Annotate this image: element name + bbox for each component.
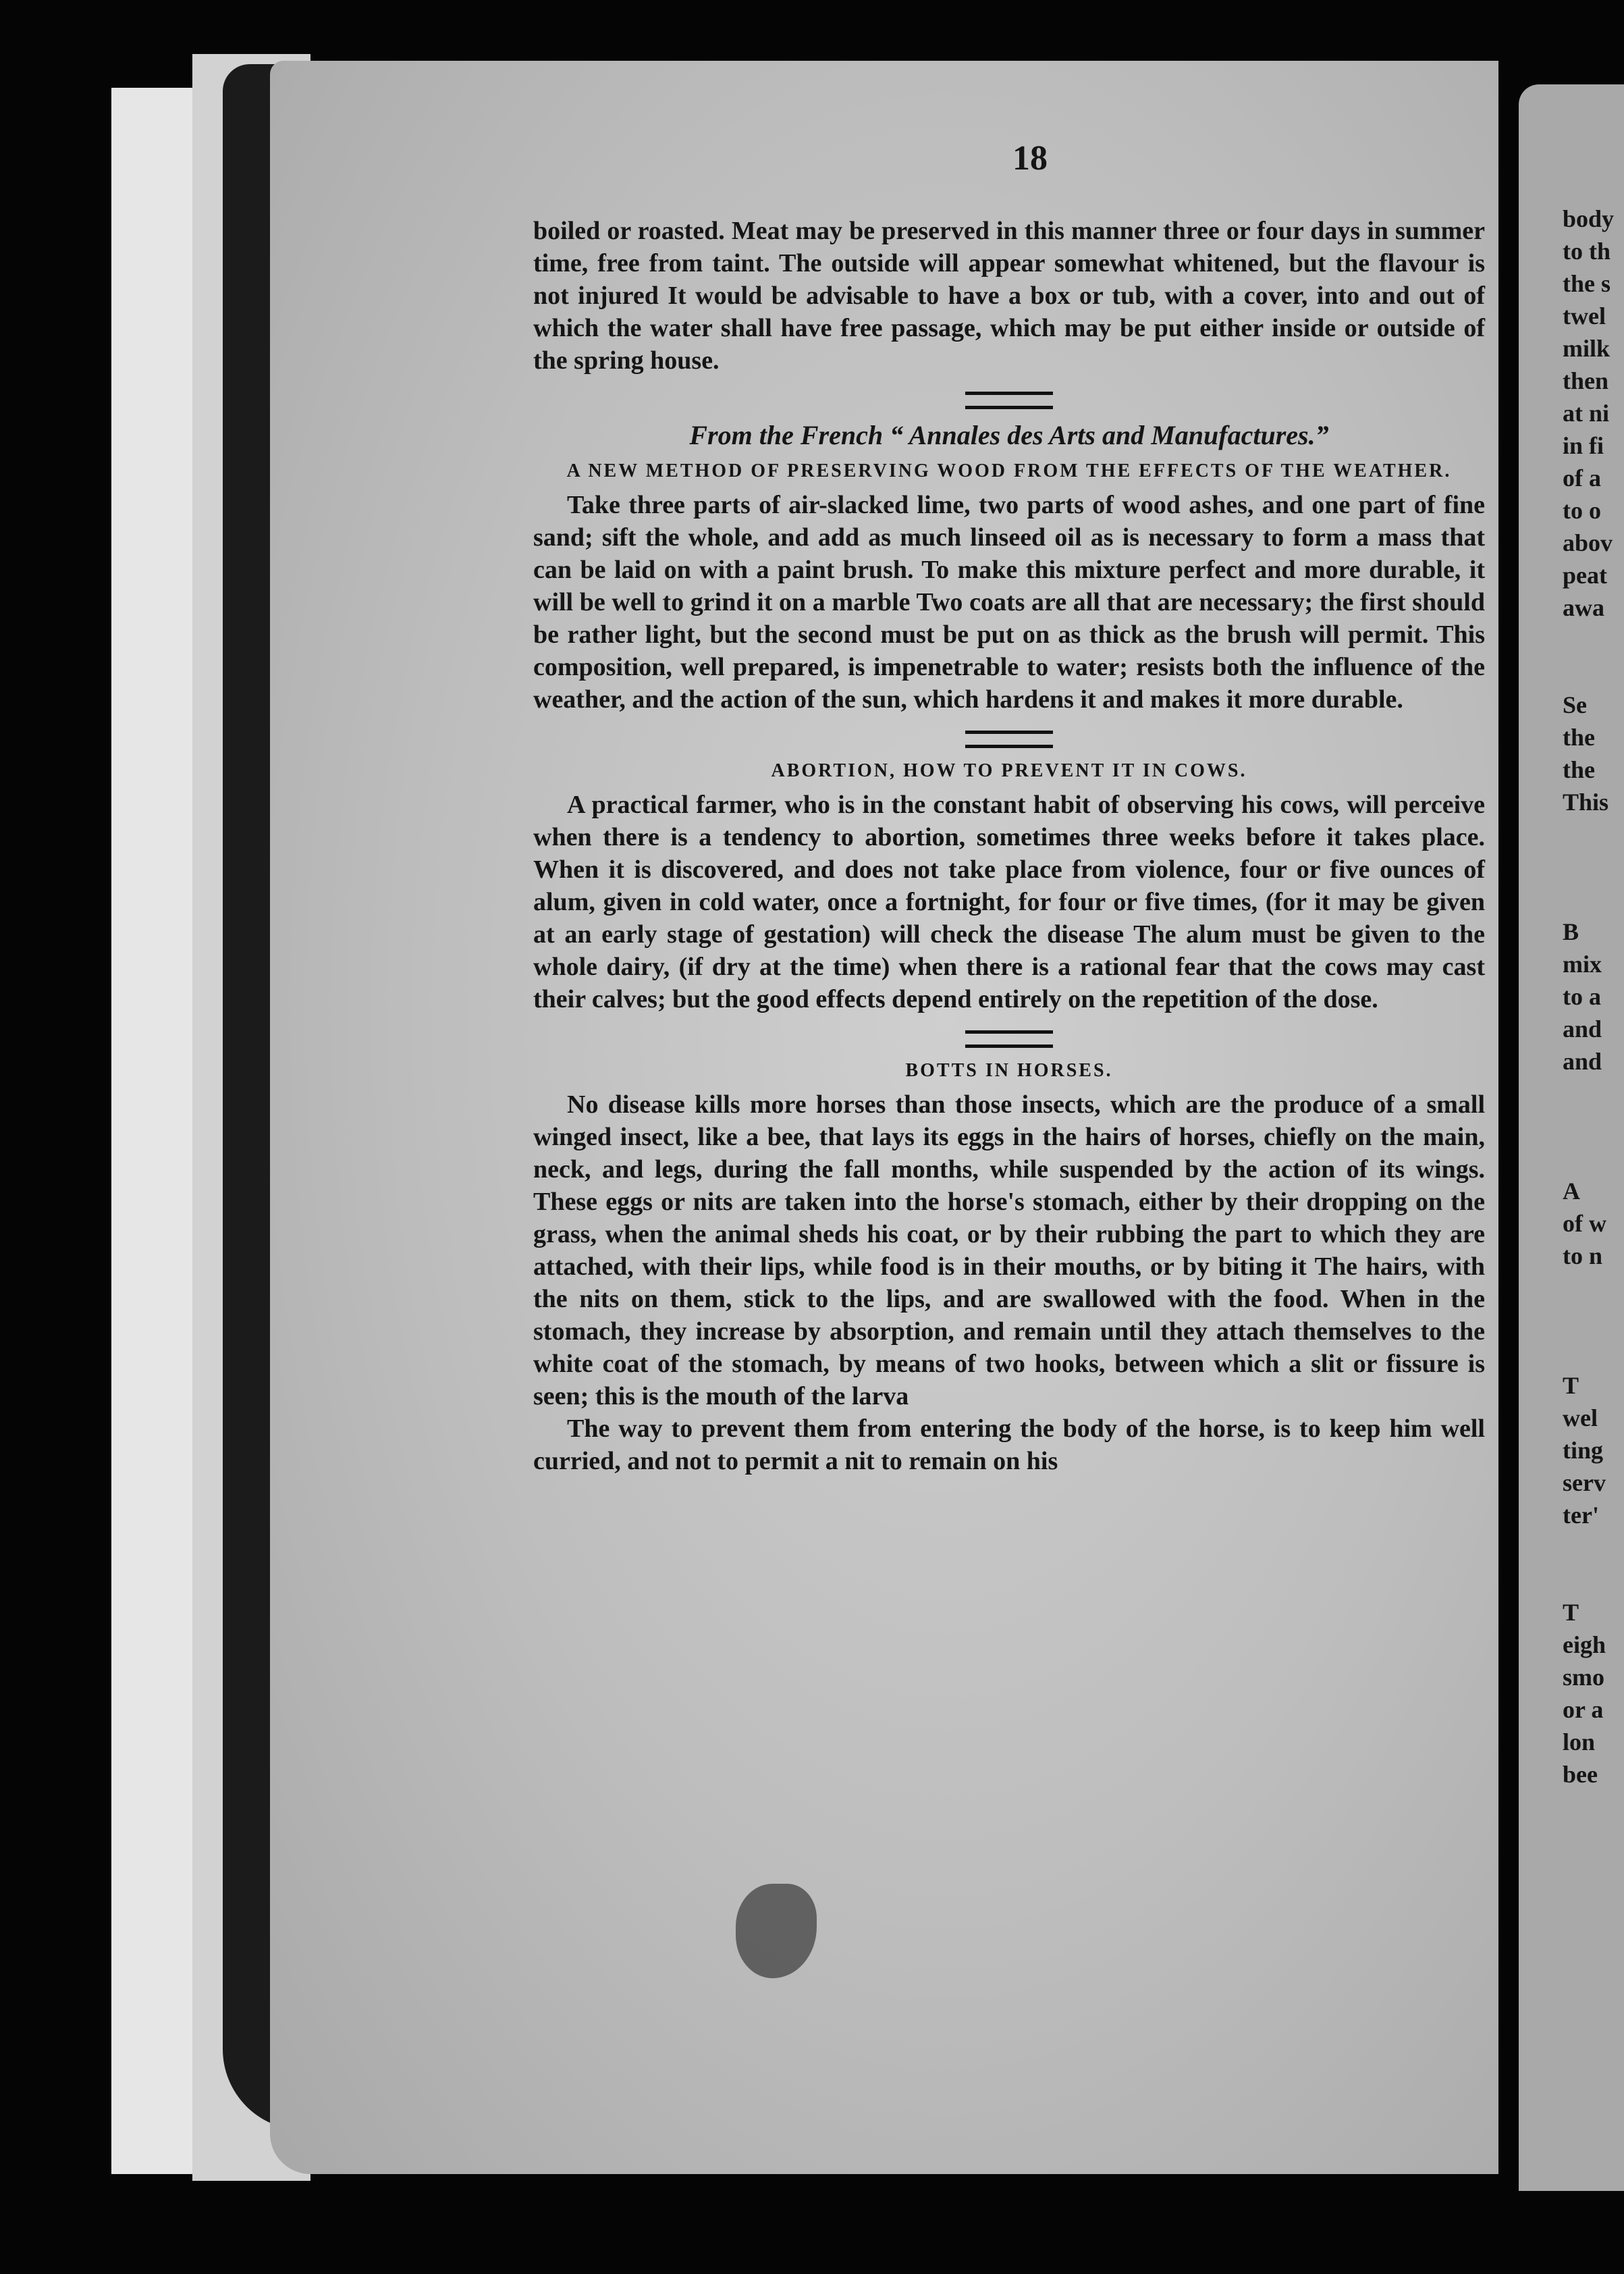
facing-page-line: awa xyxy=(1563,594,1604,621)
facing-page-line xyxy=(1563,883,1624,916)
page-text xyxy=(533,135,1485,1477)
facing-page-line: the s xyxy=(1563,270,1611,297)
intro-paragraph: boiled or roasted. Meat may be preserved in this manner three or four days in summer time, free from taint. The outside will appear somewhat whitened, but the flavour is not injured It would be advisable to have a box or tub, with a cover, into and out of which the water shall have free passage, which may be put either inside or outside of the spring house. xyxy=(533,217,1485,375)
facing-page-line: and xyxy=(1563,1015,1602,1042)
article-heading-abortion: ABORTION, HOW TO PREVENT IT IN COWS. xyxy=(771,760,1247,781)
section-divider xyxy=(965,1030,1053,1048)
facing-page-line: mix xyxy=(1563,951,1602,978)
facing-page-line xyxy=(1563,1531,1624,1564)
facing-page-line: ter' xyxy=(1563,1502,1599,1529)
facing-page-line: the xyxy=(1563,756,1595,783)
facing-page-line xyxy=(1563,1078,1624,1110)
facing-page-line xyxy=(1563,1110,1624,1142)
facing-page-line xyxy=(1563,1142,1624,1175)
facing-page-line: in fi xyxy=(1563,432,1604,459)
facing-page-line: Se xyxy=(1563,691,1587,718)
facing-page-line: of a xyxy=(1563,465,1601,492)
facing-page-line: to o xyxy=(1563,497,1601,524)
facing-page-line: body xyxy=(1563,205,1615,232)
article-heading-wood: A NEW METHOD OF PRESERVING WOOD FROM THE EFFECTS OF THE WEATHER. xyxy=(566,460,1452,481)
facing-page-line: twel xyxy=(1563,302,1606,329)
facing-page-line: and xyxy=(1563,1048,1602,1075)
article-body-botts-2: The way to prevent them from entering the body of the horse, is to keep him well curried, and not to permit a nit to remain on his xyxy=(533,1414,1485,1475)
facing-page-line: T xyxy=(1563,1372,1579,1399)
facing-page-line: eigh xyxy=(1563,1631,1606,1658)
article-source: From the French “ Annales des Arts and Manufactures.” xyxy=(689,420,1329,450)
facing-page-line: to th xyxy=(1563,238,1611,265)
facing-page-line xyxy=(1563,1272,1624,1304)
facing-page-line: abov xyxy=(1563,529,1613,556)
facing-page-line: This xyxy=(1563,789,1609,816)
page-number: 18 xyxy=(1012,139,1048,178)
facing-page-line: to n xyxy=(1563,1242,1603,1269)
facing-page-line: to a xyxy=(1563,983,1601,1010)
facing-page-line xyxy=(1563,818,1624,851)
facing-page-line xyxy=(1563,1337,1624,1369)
facing-page-line: the xyxy=(1563,724,1595,751)
facing-page-line: at ni xyxy=(1563,400,1610,427)
facing-page-line: or a xyxy=(1563,1696,1604,1723)
facing-page-line: T xyxy=(1563,1599,1579,1626)
facing-page-line: A xyxy=(1563,1178,1580,1205)
article-body-abortion: A practical farmer, who is in the constant habit of observing his cows, will perceive when there is a tendency to abortion, sometimes three weeks before it takes place. When it is discovered, and does not take place from violence, four or five ounces of alum, given in cold water, once a fortnight, for four or five times, (for it may be given at an early stage of gestation) will check the disease The alum must be given to the whole dairy, (if dry at the time) when there is a rational fear that the cows may cast their calves; but the good effects depend entirely on the repetition of the dose. xyxy=(533,791,1485,1013)
section-divider xyxy=(965,731,1053,748)
article-heading-botts: BOTTS IN HORSES. xyxy=(905,1060,1113,1081)
facing-page-line: then xyxy=(1563,367,1609,394)
facing-page-line: peat xyxy=(1563,562,1607,589)
facing-page-line xyxy=(1563,1304,1624,1337)
page-edge-left xyxy=(111,88,202,2174)
facing-page-line: serv xyxy=(1563,1469,1606,1496)
facing-page-line: smo xyxy=(1563,1664,1604,1691)
section-divider xyxy=(965,392,1053,409)
facing-page-line: bee xyxy=(1563,1761,1598,1788)
article-body-botts-1: No disease kills more horses than those insects, which are the produce of a small winged insect, like a bee, that lays its eggs in the hairs of horses, chiefly on the main, neck, and legs, during the fall months, while suspended by the action of its wings. These eggs or nits are taken into the horse's stomach, either by their dropping on the grass, when the animal sheds his coat, or by their rubbing the part to which they are attached, with their lips, while food is in their mouths, or by biting it The hairs, with the nits on them, stick to the lips, and are swallowed with the food. When in the stomach, they increase by absorption, and remain until they attach themselves to the white coat of the stomach, by means of two hooks, between which a slit or fissure is seen; this is the mouth of the larva xyxy=(533,1090,1485,1410)
facing-page-line xyxy=(1563,624,1624,656)
facing-page-text xyxy=(1563,203,1624,1791)
facing-page-line xyxy=(1563,851,1624,883)
facing-page-line: ting xyxy=(1563,1437,1604,1464)
facing-page-line: wel xyxy=(1563,1404,1598,1431)
article-body-wood: Take three parts of air-slacked lime, two parts of wood ashes, and one part of fine sand; sift the whole, and add as much linseed oil as is necessary to form a mass that can be laid on with a paint brush. To make this mixture perfect and more durable, it will be well to grind it on a marble Two coats are all that are necessary; the first should be rather light, but the second must be put on as thick as the brush will permit. This composition, well prepared, is impenetrable to water; resists both the influence of the weather, and the action of the sun, which hardens it and makes it more durable. xyxy=(533,491,1485,714)
facing-page-line: lon xyxy=(1563,1728,1596,1755)
facing-page-line xyxy=(1563,1564,1624,1596)
facing-page-line xyxy=(1563,656,1624,689)
facing-page-line: milk xyxy=(1563,335,1611,362)
facing-page-line: B xyxy=(1563,918,1579,945)
facing-page-line: of w xyxy=(1563,1210,1606,1237)
